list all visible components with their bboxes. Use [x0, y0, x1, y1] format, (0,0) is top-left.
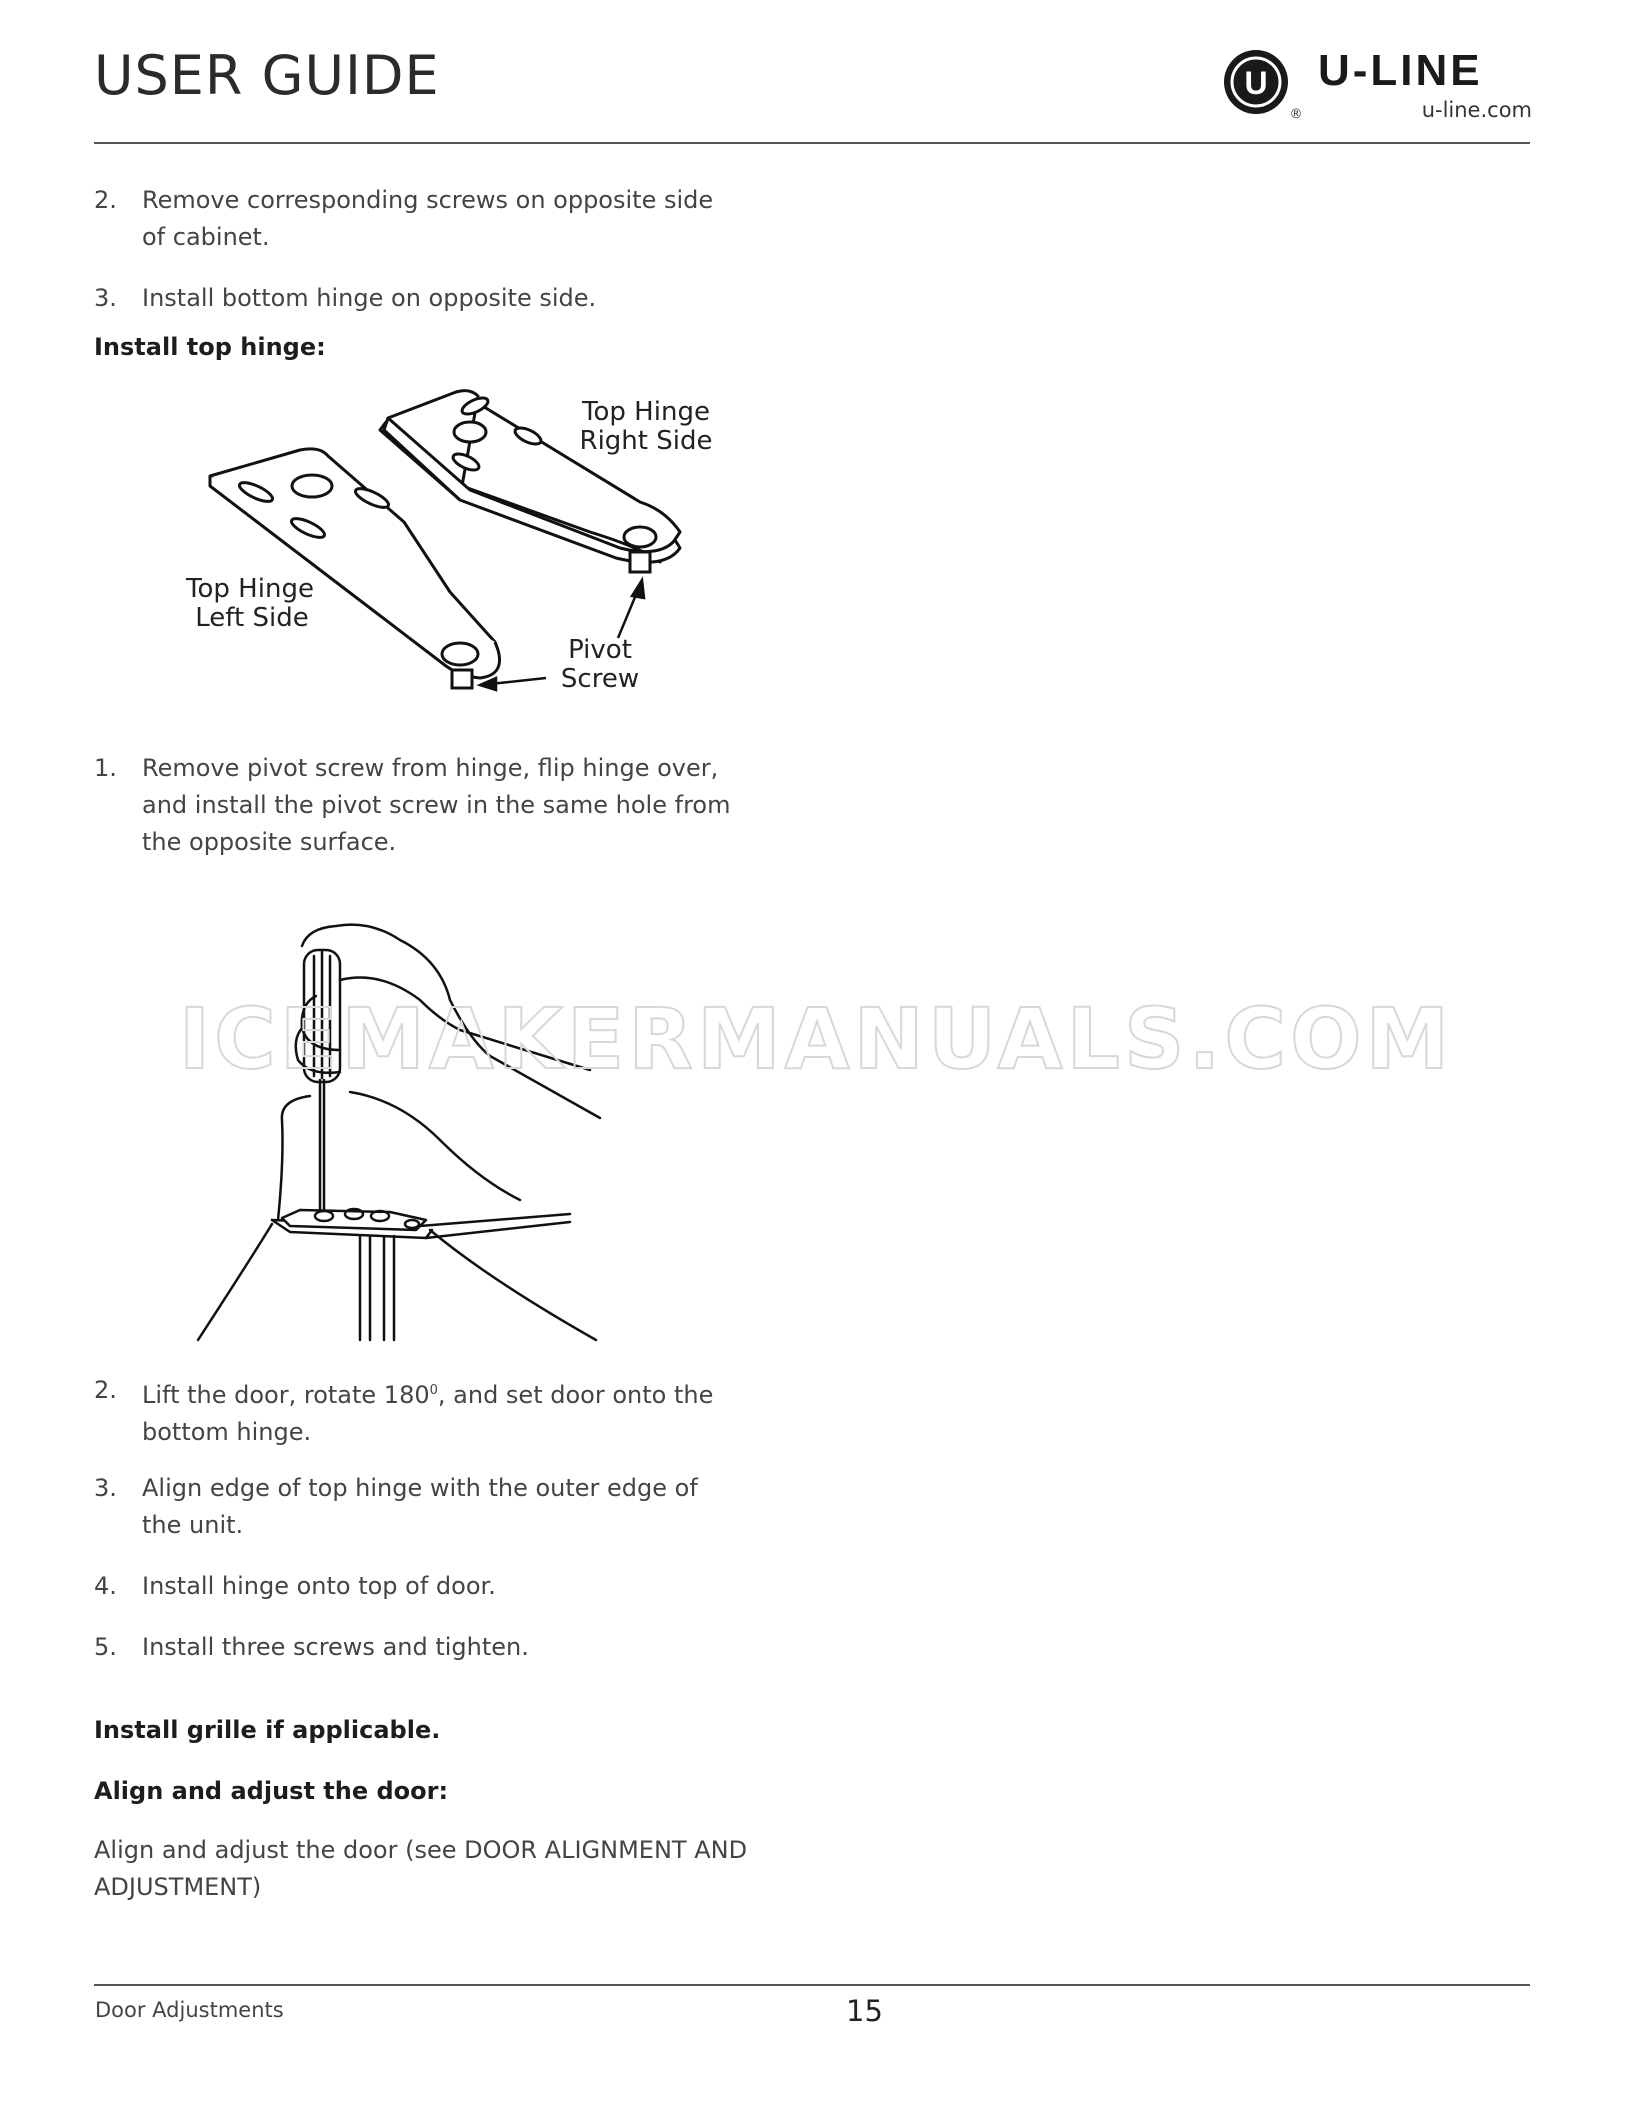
label-left-1: Top Hinge [186, 574, 314, 604]
screwdriver-illustration [190, 900, 630, 1350]
label-right-2: Right Side [579, 426, 713, 456]
list-item: 1. Remove pivot screw from hinge, flip hinge over, and install the pivot screw in the same hole from the opposite surface. [94, 754, 731, 856]
label-pivot-2: Screw [560, 664, 640, 694]
watermark: ICEMAKERMANUALS.COM [178, 990, 1454, 1088]
label-right-1: Top Hinge [582, 397, 710, 427]
section-heading-top-hinge: Install top hinge: [94, 333, 326, 361]
page-number: 15 [846, 1994, 883, 2028]
header-rule [94, 142, 1530, 144]
brand-name: U-LINE [1318, 46, 1483, 95]
page-title: USER GUIDE [94, 44, 440, 107]
label-pivot-1: Pivot [568, 635, 632, 665]
label-left-2: Left Side [195, 603, 309, 633]
list-item: 5. Install three screws and tighten. [94, 1633, 529, 1661]
align-paragraph: Align and adjust the door (see DOOR ALIGNMENT AND ADJUSTMENT) [94, 1836, 748, 1901]
svg-text:®: ® [1289, 107, 1302, 122]
svg-text:U: U [1244, 65, 1268, 101]
brand-logo [1222, 44, 1532, 124]
section-heading-align: Align and adjust the door: [94, 1777, 449, 1805]
list-item: 2. Remove corresponding screws on opposite side of cabinet. [94, 186, 714, 251]
website-text: u-line.com [1421, 98, 1532, 122]
footer-section: Door Adjustments [95, 1998, 284, 2022]
list-item: 2. Lift the door, rotate $180^0$, and set door onto the bottom hinge. [94, 1376, 714, 1446]
section-heading-grille: Install grille if applicable. [94, 1716, 441, 1744]
list-item: 4. Install hinge onto top of door. [94, 1572, 496, 1600]
hinge-illustration [160, 380, 760, 710]
list-item: 3. Install bottom hinge on opposite side. [94, 284, 597, 312]
top-hinge-diagram [160, 380, 760, 710]
footer-rule [94, 1984, 1530, 1986]
hand-screwdriver-icon [190, 900, 630, 1350]
list-item: 3. Align edge of top hinge with the outer edge of the unit. [94, 1474, 698, 1539]
u-line-logo-icon [1222, 44, 1302, 124]
